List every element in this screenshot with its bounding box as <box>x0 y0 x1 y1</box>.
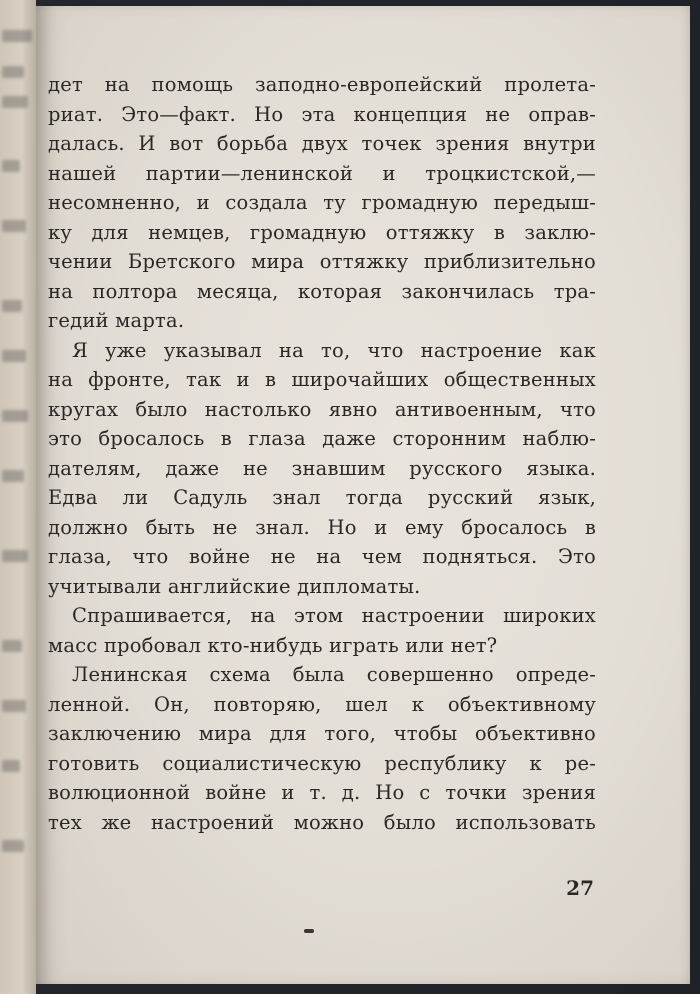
text-line: готовить социалистическую республику к ре- <box>48 751 596 775</box>
page-body-text <box>48 70 596 837</box>
text-line: дателям, даже не знавшим русского языка. <box>48 456 596 480</box>
text-line: кругах было настолько явно антивоенным, что <box>48 397 596 421</box>
text-line: волюционной войне и т. д. Но с точки зрения <box>48 781 596 804</box>
text-line: ку для немцев, громадную оттяжку в заклю- <box>48 220 596 244</box>
text-line: тех же настроений можно было использовать <box>48 810 596 834</box>
text-line: несомненно, и создала ту громадную передыш- <box>48 191 596 214</box>
text-line: на фронте, так и в широчайших общественных <box>48 368 596 391</box>
text-line: далась. И вот борьба двух точек зрения внутри <box>48 132 596 155</box>
text-line: ленной. Он, повторяю, шел к объективному <box>48 692 596 716</box>
text-line: Спрашивается, на этом настроении широких <box>72 604 596 627</box>
text-line: чении Бретского мира оттяжку приблизительно <box>48 250 596 273</box>
text-line: масс пробовал кто-нибудь играть или нет? <box>48 633 498 657</box>
book-page <box>36 6 690 984</box>
text-line: нашей партии—ленинской и троцкистской,— <box>48 161 596 185</box>
text-line: Едва ли Садуль знал тогда русский язык, <box>48 486 596 509</box>
text-line: глаза, что войне не на чем подняться. Это <box>48 545 596 568</box>
text-line: гедий марта. <box>48 309 185 332</box>
text-line: Ленинская схема была совершенно опреде- <box>72 663 596 686</box>
text-line: риат. Это—факт. Но эта концепция не оправ- <box>48 102 596 126</box>
text-line: дет на помощь заподно-европейский пролета- <box>48 73 596 96</box>
text-line: должно быть не знал. Но и ему бросалось в <box>48 515 596 539</box>
page-number: 27 <box>566 876 594 900</box>
text-line: заключению мира для того, чтобы объективно <box>48 722 596 745</box>
text-line: Я уже указывал на то, что настроение как <box>72 338 596 362</box>
text-line: учитывали английские дипломаты. <box>48 574 421 598</box>
printer-mark <box>304 929 314 933</box>
text-line: это бросалось в глаза даже сторонним наблю- <box>48 427 596 450</box>
text-line: на полтора месяца, которая закончилась тра- <box>48 279 596 303</box>
facing-page-edge <box>0 0 36 994</box>
